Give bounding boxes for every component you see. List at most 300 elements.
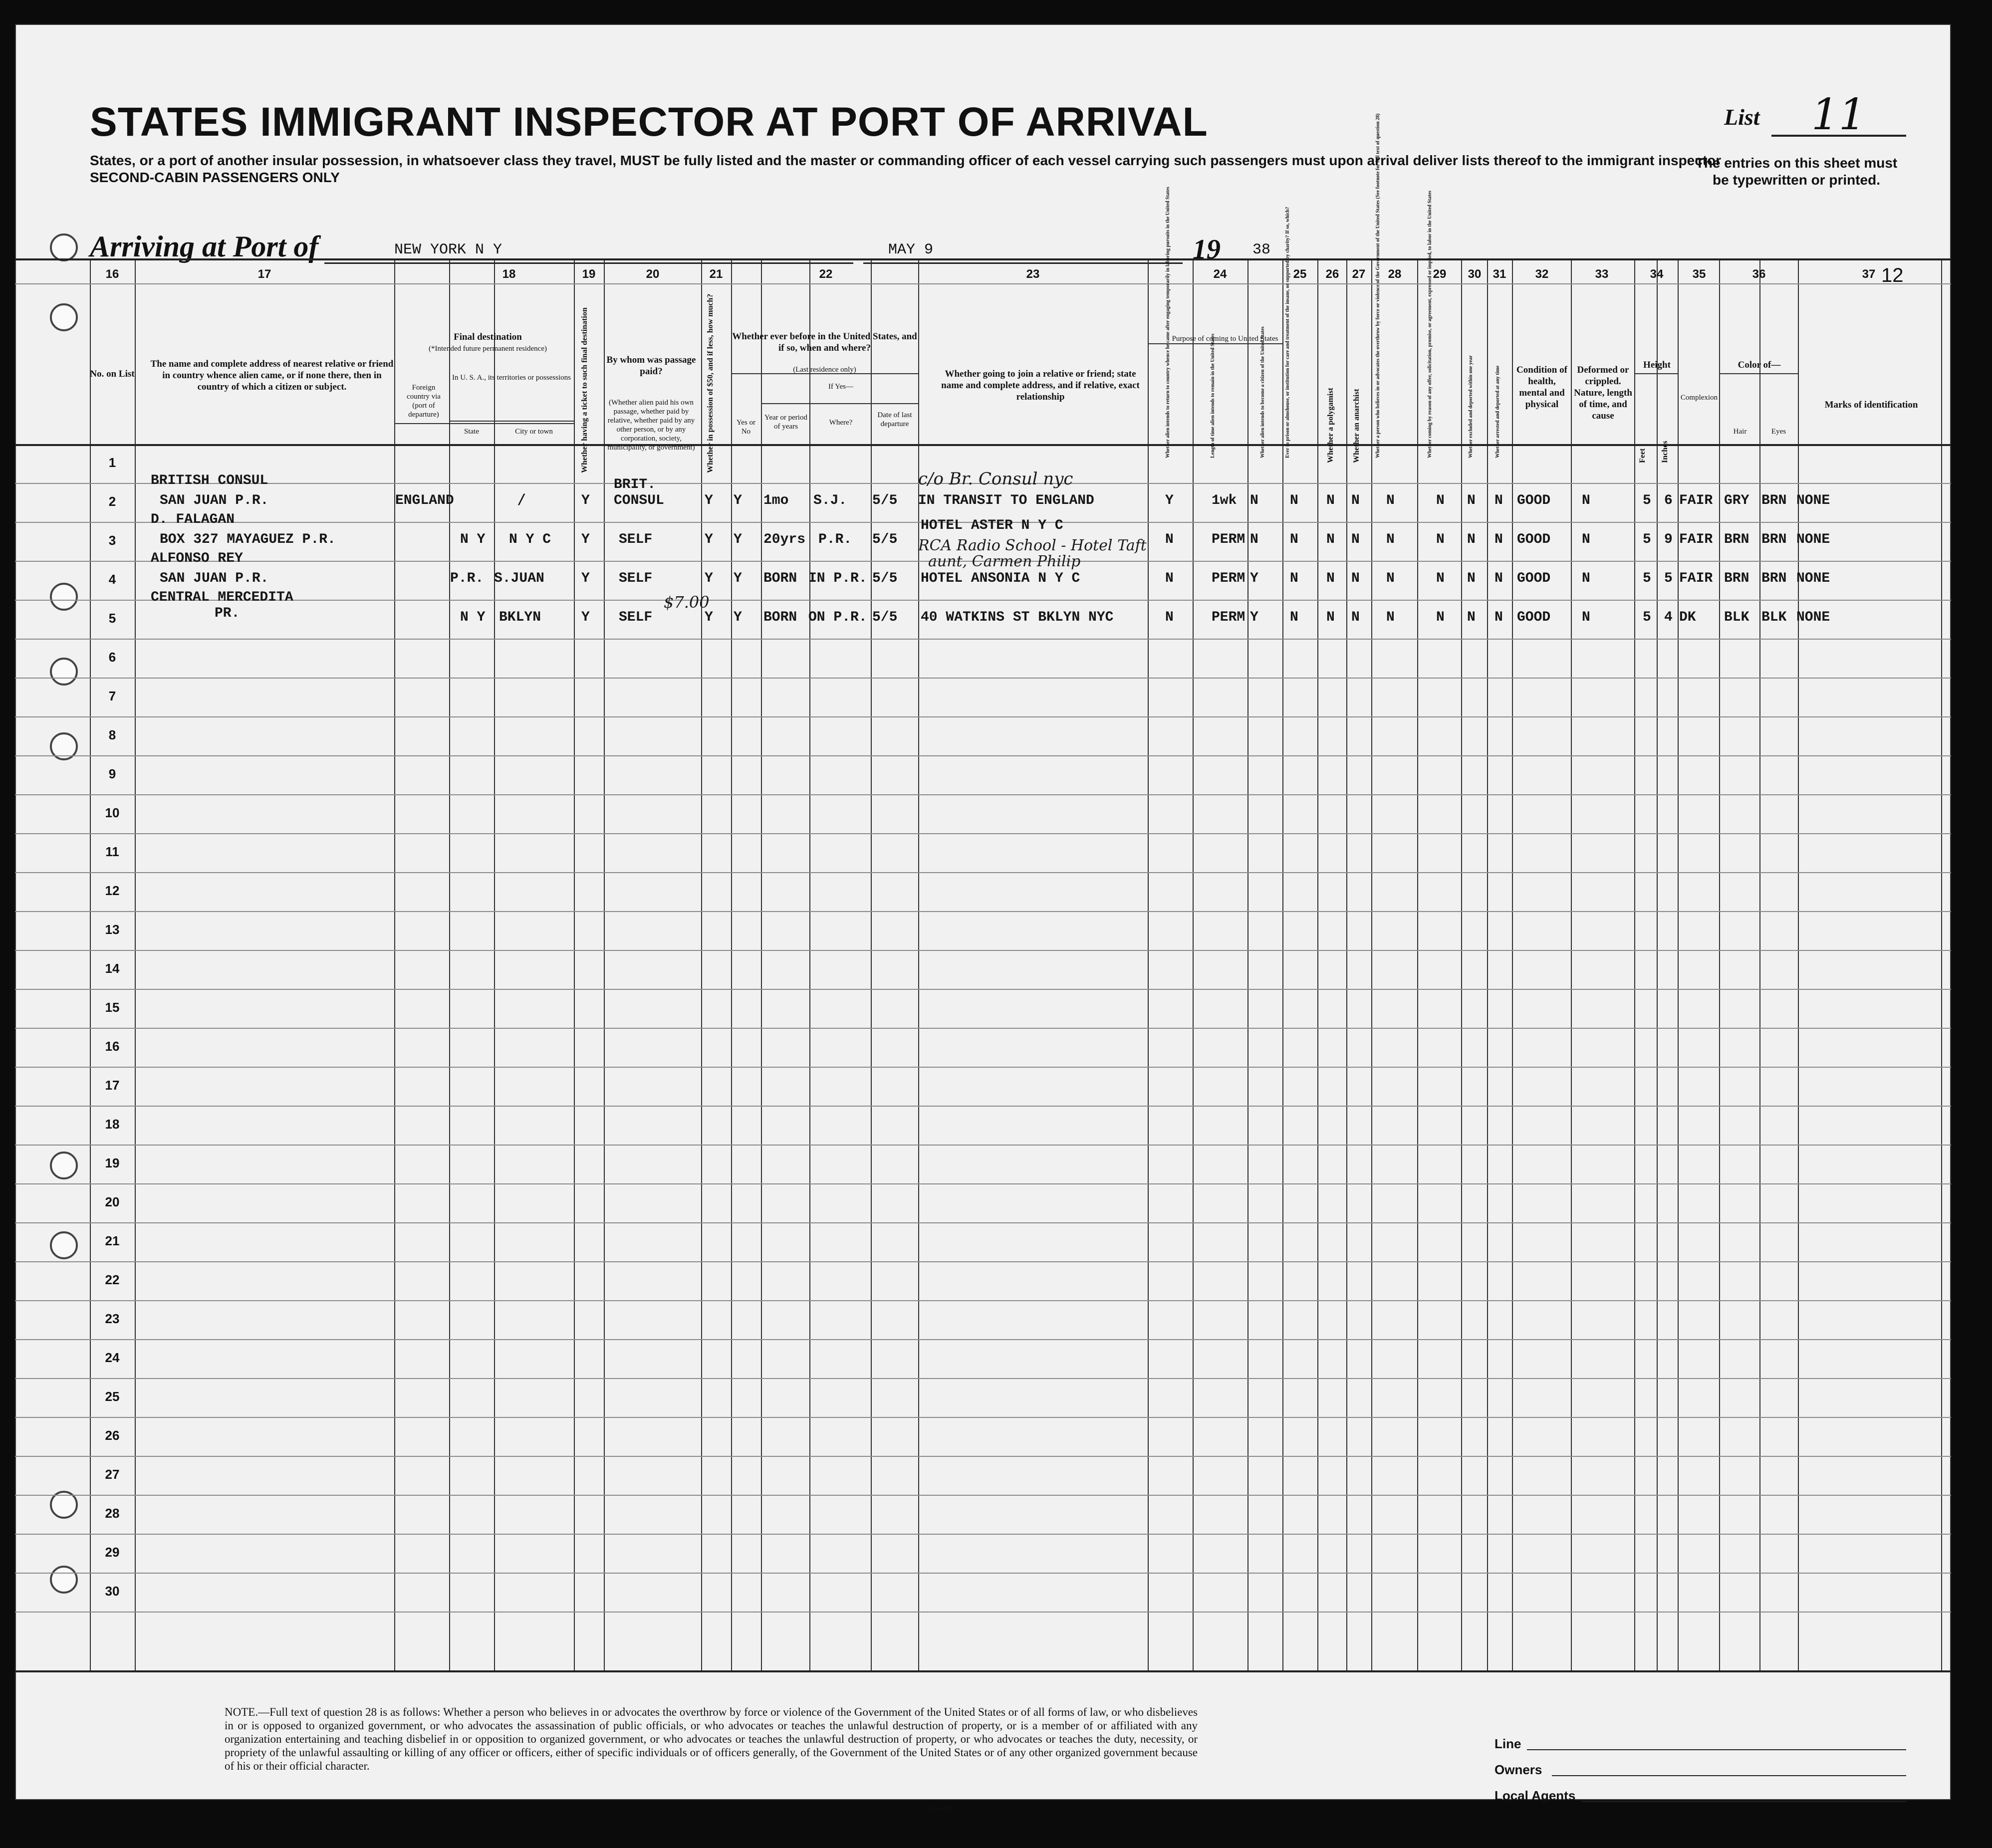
passenger-class: SECOND-CABIN PASSENGERS ONLY: [90, 170, 340, 185]
row-paid-by: SELF: [619, 610, 653, 625]
row-number: 28: [105, 1506, 120, 1521]
row-number: 20: [105, 1194, 120, 1209]
row-rule: [15, 1028, 1951, 1029]
row-possession: Y: [705, 571, 713, 586]
column-rule: [731, 258, 732, 1670]
row-health: GOOD: [1517, 610, 1551, 625]
row-q29: N: [1436, 610, 1445, 625]
column-rule: [135, 258, 136, 1670]
row-purpose-b: PERM: [1212, 610, 1245, 625]
row-rule: [15, 1300, 1951, 1301]
column-rule: [1759, 258, 1760, 1670]
column-rule: [394, 258, 395, 1670]
column-rule: [1417, 258, 1418, 1670]
row-prison: N: [1290, 571, 1298, 586]
header-q31: Whether arrested and deported at any time: [1495, 365, 1500, 458]
column-number: 33: [1595, 267, 1609, 281]
binder-hole: [50, 658, 78, 686]
row-feet: 5: [1643, 493, 1651, 508]
row-state: N Y: [460, 610, 486, 625]
column-rule: [761, 258, 762, 1670]
list-number: 11: [1811, 90, 1866, 140]
header-eyes: Eyes: [1771, 428, 1786, 436]
row-health: GOOD: [1517, 493, 1551, 508]
row-where: S.J.: [813, 493, 847, 508]
column-rule: [449, 258, 450, 1670]
row-anarchist: N: [1351, 610, 1360, 625]
row-paid-handwritten: $7.00: [664, 593, 710, 612]
header-q30: Whether excluded and deported within one year: [1468, 355, 1474, 458]
row-rule: [15, 1670, 1951, 1672]
row-number: 5: [108, 611, 116, 626]
column-rule: [1634, 258, 1635, 1670]
column-number: 36: [1752, 267, 1766, 281]
row-rule: [15, 1456, 1951, 1457]
binder-hole: [50, 583, 78, 611]
row-hair: BLK: [1724, 610, 1749, 625]
header-in-usa: In U. S. A., its territories or possessions: [452, 374, 571, 382]
column-number: 25: [1293, 267, 1307, 281]
row-where: IN P.R.: [808, 571, 867, 586]
row-prison: N: [1290, 532, 1298, 547]
row-deformed: N: [1582, 610, 1590, 625]
row-rule: [15, 1183, 1951, 1184]
row-ticket: Y: [581, 571, 590, 586]
row-q30: N: [1467, 571, 1476, 586]
row-relative-handwritten: c/o Br. Consul nyc: [918, 469, 1073, 489]
row-paid-by-2: CONSUL: [614, 493, 664, 508]
row-anarchist: N: [1351, 532, 1360, 547]
row-inches: 4: [1664, 610, 1673, 625]
row-relative-handwritten: aunt, Carmen Philip: [928, 553, 1081, 570]
row-number: 29: [105, 1545, 120, 1560]
column-rule: [1798, 258, 1799, 1670]
row-q30: N: [1467, 532, 1476, 547]
row-inches: 9: [1664, 532, 1673, 547]
list-label: List: [1724, 104, 1760, 130]
column-rule: [1941, 258, 1942, 1670]
row-rule: [15, 678, 1951, 679]
header-anarchist: Whether an anarchist: [1352, 389, 1361, 463]
row-number: 13: [105, 922, 120, 937]
row-q31: N: [1494, 610, 1503, 625]
binder-hole: [50, 303, 78, 331]
header-yes-no: Yes or No: [736, 419, 756, 436]
row-paid-by: SELF: [619, 532, 653, 547]
header-marks: Marks of identification: [1824, 400, 1918, 410]
row-number: 24: [105, 1350, 120, 1365]
row-relative: HOTEL ASTER N Y C: [921, 518, 1063, 533]
row-deformed: N: [1582, 571, 1590, 586]
row-q31: N: [1494, 493, 1503, 508]
column-number: 37: [1862, 267, 1876, 281]
column-number: 24: [1213, 267, 1227, 281]
binder-hole: [50, 1566, 78, 1594]
row-relative: IN TRANSIT TO ENGLAND: [918, 493, 1094, 508]
row-address: SAN JUAN P.R.: [160, 571, 269, 586]
row-eyes: BRN: [1761, 493, 1787, 508]
owners-label: Owners: [1494, 1762, 1542, 1777]
row-polygamist: N: [1326, 610, 1335, 625]
row-marks: NONE: [1796, 532, 1830, 547]
row-q28: N: [1386, 493, 1395, 508]
header-name-address: The name and complete address of nearest relative or friend in country whence alien came, or if none there, then in country of which a citizen or subject.: [150, 359, 394, 392]
binder-hole: [50, 1152, 78, 1179]
row-hair: BRN: [1724, 532, 1749, 547]
row-city: BKLYN: [499, 610, 541, 625]
row-inches: 5: [1664, 571, 1673, 586]
row-polygamist: N: [1326, 571, 1335, 586]
header-state: State: [464, 428, 479, 436]
row-rule: [15, 1106, 1951, 1107]
row-number: 23: [105, 1311, 120, 1326]
row-state: N Y: [460, 532, 486, 547]
row-eyes: BLK: [1761, 610, 1787, 625]
row-purpose-b: PERM: [1212, 571, 1245, 586]
header-purpose-c: Whether alien intends to become a citizen of the United States: [1260, 326, 1265, 458]
row-yes-no: Y: [734, 610, 742, 625]
row-possession: Y: [705, 532, 713, 547]
row-rule: [15, 950, 1951, 951]
arrival-year: 38: [1252, 241, 1271, 258]
row-number: 22: [105, 1272, 120, 1287]
column-rule: [1371, 258, 1372, 1670]
column-number: 30: [1468, 267, 1482, 281]
row-prison: N: [1290, 493, 1298, 508]
row-complexion: FAIR: [1679, 493, 1713, 508]
row-purpose-a: N: [1165, 610, 1174, 625]
header-prison: Ever in prison or almshouse, or institution for care and treatment of the insane, or supported by charity? If so, which?: [1285, 207, 1290, 458]
column-rule: [604, 258, 605, 1670]
row-q28: N: [1386, 610, 1395, 625]
row-q30: N: [1467, 610, 1476, 625]
row-polygamist: N: [1326, 532, 1335, 547]
row-q29: N: [1436, 493, 1445, 508]
row-foreign-country: ENGLAND: [395, 493, 454, 508]
column-rule: [871, 258, 872, 1670]
header-possession: Whether in possession of $50, and if less, how much?: [706, 293, 715, 473]
column-rule: [1512, 258, 1513, 1670]
header-purpose: Purpose of coming to United States: [1172, 335, 1278, 343]
column-number: 17: [257, 267, 271, 281]
owners-field[interactable]: [1552, 1775, 1906, 1776]
row-number: 16: [105, 1039, 120, 1054]
column-number: 35: [1692, 267, 1706, 281]
row-ticket: Y: [581, 610, 590, 625]
row-city: N Y C: [509, 532, 551, 547]
row-marks: NONE: [1796, 493, 1830, 508]
row-rule: [15, 1378, 1951, 1379]
row-health: GOOD: [1517, 532, 1551, 547]
form-number: 14-480: [928, 1804, 951, 1813]
column-number: 32: [1535, 267, 1549, 281]
row-eyes: BRN: [1761, 532, 1787, 547]
row-number: 1: [108, 455, 116, 470]
header-year-period: Year or period of years: [764, 414, 807, 431]
row-purpose-c: N: [1250, 493, 1258, 508]
row-number: 27: [105, 1467, 120, 1482]
column-number: 19: [582, 267, 596, 281]
port-underline: [324, 262, 853, 264]
header-inches: Inches: [1661, 441, 1669, 463]
row-rule: [15, 1573, 1951, 1574]
header-q28: Whether a person who believes in or advocates the overthrow by force or violence of the Government of the United States (See footnote for full text of question 28): [1375, 113, 1381, 458]
row-number: 26: [105, 1428, 120, 1443]
row-marks: NONE: [1796, 571, 1830, 586]
row-number: 19: [105, 1155, 120, 1170]
column-rule: [701, 258, 702, 1670]
page-title: STATES IMMIGRANT INSPECTOR AT PORT OF ARRIVAL: [90, 99, 1208, 145]
header-purpose-a: Whether alien intends to return to country whence he came after engaging temporarily in laboring pursuits in the United States: [1165, 187, 1171, 458]
row-city: /: [519, 491, 524, 507]
column-number: 34: [1650, 267, 1664, 281]
row-possession: Y: [705, 493, 713, 508]
row-health: GOOD: [1517, 571, 1551, 586]
header-purpose-b: Length of time alien intends to remain in the United States: [1210, 333, 1216, 458]
row-number: 15: [105, 1000, 120, 1015]
local-agents-label: Local Agents: [1494, 1788, 1576, 1803]
row-rule: [15, 639, 1951, 640]
date-underline: [863, 262, 1183, 264]
row-departure: 5/5: [872, 610, 898, 625]
list-underline: [1771, 135, 1906, 137]
row-anarchist: N: [1351, 571, 1360, 586]
row-q31: N: [1494, 571, 1503, 586]
column-rule: [1461, 258, 1462, 1670]
column-number: 26: [1325, 267, 1339, 281]
column-number: 22: [819, 267, 833, 281]
column-rule: [1317, 258, 1318, 1670]
row-feet: 5: [1643, 532, 1651, 547]
row-number: 2: [108, 494, 116, 509]
row-name: CENTRAL MERCEDITA: [151, 590, 293, 605]
row-rule: [15, 1417, 1951, 1418]
column-number: 28: [1388, 267, 1402, 281]
row-number: 9: [108, 766, 116, 781]
row-name: D. FALAGAN: [151, 512, 235, 527]
row-number: 4: [108, 572, 116, 587]
column-rule: [1719, 258, 1720, 1670]
row-departure: 5/5: [872, 571, 898, 586]
row-paid-by: SELF: [619, 571, 653, 586]
column-number: 16: [105, 267, 119, 281]
row-q31: N: [1494, 532, 1503, 547]
column-rule: [1193, 258, 1194, 1670]
header-hair: Hair: [1733, 428, 1747, 436]
row-feet: 5: [1643, 610, 1651, 625]
row-yes-no: Y: [734, 493, 742, 508]
header-ticket: Whether having a ticket to such final destination: [580, 307, 589, 473]
row-departure: 5/5: [872, 532, 898, 547]
row-q29: N: [1436, 532, 1445, 547]
row-number: 12: [105, 883, 120, 898]
column-number: 29: [1433, 267, 1447, 281]
column-rule: [1571, 258, 1572, 1670]
binder-hole: [50, 1231, 78, 1259]
row-yes-no: Y: [734, 532, 742, 547]
column-number: 23: [1026, 267, 1040, 281]
row-prison: N: [1290, 610, 1298, 625]
header-color-of: Color of—: [1738, 360, 1781, 370]
sheet-number: 12: [1881, 264, 1904, 286]
header-foreign-country: Foreign country via (port of departure): [407, 384, 441, 419]
row-rule: [15, 258, 1951, 260]
local-agents-field[interactable]: [1582, 1801, 1906, 1802]
row-address: BOX 327 MAYAGUEZ P.R.: [160, 532, 336, 547]
column-rule: [1346, 258, 1347, 1670]
header-rule: [1634, 373, 1678, 374]
line-label: Line: [1494, 1736, 1521, 1751]
header-city: City or town: [515, 428, 553, 436]
row-q29: N: [1436, 571, 1445, 586]
row-deformed: N: [1582, 493, 1590, 508]
row-rule: [15, 1261, 1951, 1262]
row-purpose-c: Y: [1250, 571, 1258, 586]
row-rule: [15, 989, 1951, 990]
row-possession: Y: [705, 610, 713, 625]
row-period: BORN: [763, 571, 797, 586]
row-number: 11: [105, 844, 119, 859]
column-rule: [1282, 258, 1283, 1670]
row-period: BORN: [763, 610, 797, 625]
row-rule: [15, 283, 1951, 284]
row-complexion: DK: [1679, 610, 1696, 625]
column-rule: [1678, 258, 1679, 1670]
manifest-sheet: [15, 24, 1951, 1813]
row-address: PR.: [215, 606, 240, 621]
row-relative: 40 WATKINS ST BKLYN NYC: [921, 610, 1114, 625]
binder-hole: [50, 233, 78, 261]
row-purpose-a: N: [1165, 532, 1174, 547]
row-rule: [15, 1145, 1951, 1146]
row-complexion: FAIR: [1679, 571, 1713, 586]
row-marks: NONE: [1796, 610, 1830, 625]
header-no-on-list: No. on List: [90, 369, 135, 379]
header-polygamist: Whether a polygamist: [1326, 388, 1335, 463]
header-where: Where?: [829, 419, 853, 427]
row-q30: N: [1467, 493, 1476, 508]
row-number: 25: [105, 1389, 120, 1404]
arrival-port: NEW YORK N Y: [394, 241, 502, 258]
row-yes-no: Y: [734, 571, 742, 586]
header-deformed: Deformed or crippled. Nature, length of time, and cause: [1574, 365, 1632, 421]
row-deformed: N: [1582, 532, 1590, 547]
row-departure: 5/5: [872, 493, 898, 508]
header-by-whom: By whom was passage paid?: [606, 355, 696, 377]
line-field[interactable]: [1527, 1749, 1906, 1750]
header-by-whom-note: (Whether alien paid his own passage, whether paid by relative, whether paid by any other person, or by any corporation, society, municipality, or government): [607, 399, 695, 452]
row-rule: [15, 1612, 1951, 1613]
row-purpose-b: PERM: [1212, 532, 1245, 547]
row-state: P.R.: [450, 571, 484, 586]
row-where: ON P.R.: [808, 610, 867, 625]
row-name: ALFONSO REY: [151, 551, 243, 566]
row-hair: BRN: [1724, 571, 1749, 586]
row-ticket: Y: [581, 493, 590, 508]
row-where: P.R.: [818, 532, 852, 547]
row-rule: [15, 794, 1951, 795]
row-address: SAN JUAN P.R.: [160, 493, 269, 508]
header-final-destination-note: (*Intended future permanent residence): [429, 345, 547, 353]
row-rule: [15, 1222, 1951, 1223]
row-period: 1mo: [763, 493, 789, 508]
row-number: 14: [105, 961, 120, 976]
column-rule: [574, 258, 575, 1670]
header-final-destination: Final destination: [454, 332, 522, 342]
row-rule: [15, 911, 1951, 912]
header-rule: [449, 421, 574, 422]
header-rule: [394, 423, 574, 424]
row-purpose-a: N: [1165, 571, 1174, 586]
row-purpose-c: Y: [1250, 610, 1258, 625]
typed-note: The entries on this sheet must be typewritten or printed.: [1695, 155, 1898, 188]
row-rule: [15, 600, 1951, 601]
row-number: 8: [108, 727, 116, 742]
header-date-departure: Date of last departure: [877, 411, 912, 428]
row-paid-by: BRIT.: [614, 477, 656, 492]
row-rule: [15, 1339, 1951, 1340]
column-rule: [809, 258, 810, 1670]
footnote-question-28: NOTE.—Full text of question 28 is as follows: Whether a person who believes in or advocates the overthrow by force or violence of the Government of the United States or of all forms of law, or who disbelieves in or is opposed to organized government, or who advocates the assassination of public officials, or who advocates or teaches the unlawful destruction of property, or is a member of or affiliated with any organization entertaining and teaching disbelief in or opposition to organized government, or who advocates or teaches the unlawful destruction of property, or who advocates or teaches the duty, necessity, or propriety of the unlawful assaulting or killing of any officer or officers, either of specific individuals or of officers generally, of the Government of the United States or of any other organized government because of his or their official character.: [225, 1706, 1198, 1772]
row-name: BRITISH CONSUL: [151, 473, 268, 488]
header-rule: [1719, 373, 1798, 374]
row-rule: [15, 833, 1951, 834]
row-hair: GRY: [1724, 493, 1749, 508]
column-rule: [1657, 258, 1658, 1670]
year-prefix: 19: [1193, 234, 1221, 265]
row-number: 21: [105, 1233, 120, 1248]
column-rule: [494, 258, 495, 1670]
header-complexion: Complexion: [1680, 394, 1718, 402]
header-if-yes: If Yes—: [828, 383, 853, 391]
header-q29: Whether coming by reason of any offer, solicitation, promise, or agreement, expressed or implied, to labor in the United States: [1427, 191, 1433, 458]
row-rule: [15, 1067, 1951, 1068]
column-number: 20: [646, 267, 660, 281]
header-feet: Feet: [1638, 448, 1647, 463]
column-rule: [1148, 258, 1149, 1670]
row-rule: [15, 1495, 1951, 1496]
instructions: States, or a port of another insular possession, in whatsoever class they travel, MUST be fully listed and the master or commanding officer of each vessel carrying such passengers must upon arrival deliver lists thereof to the immigrant inspector: [90, 153, 1722, 168]
row-number: 18: [105, 1117, 120, 1132]
row-complexion: FAIR: [1679, 532, 1713, 547]
row-city: S.JUAN: [494, 571, 544, 586]
row-rule: [15, 716, 1951, 717]
row-rule: [15, 755, 1951, 756]
arriving-label: Arriving at Port of: [90, 230, 319, 263]
column-number: 18: [502, 267, 516, 281]
row-purpose-c: N: [1250, 532, 1258, 547]
row-number: 3: [108, 533, 116, 548]
row-relative: HOTEL ANSONIA N Y C: [921, 571, 1080, 586]
row-period: 20yrs: [763, 532, 806, 547]
row-relative-handwritten: RCA Radio School - Hotel Taft: [918, 537, 1147, 554]
header-ever-before: Whether ever before in the United States, and if so, when and where?: [732, 331, 917, 353]
header-condition: Condition of health, mental and physical: [1516, 365, 1567, 410]
column-number: 31: [1493, 267, 1506, 281]
row-anarchist: N: [1351, 493, 1360, 508]
row-polygamist: N: [1326, 493, 1335, 508]
row-number: 6: [108, 650, 116, 665]
row-inches: 6: [1664, 493, 1673, 508]
column-number: 27: [1352, 267, 1366, 281]
arrival-date: MAY 9: [888, 241, 934, 258]
row-ticket: Y: [581, 532, 590, 547]
row-number: 7: [108, 689, 116, 703]
row-feet: 5: [1643, 571, 1651, 586]
header-rule: [761, 403, 918, 404]
column-rule: [1487, 258, 1488, 1670]
row-number: 10: [105, 805, 120, 820]
